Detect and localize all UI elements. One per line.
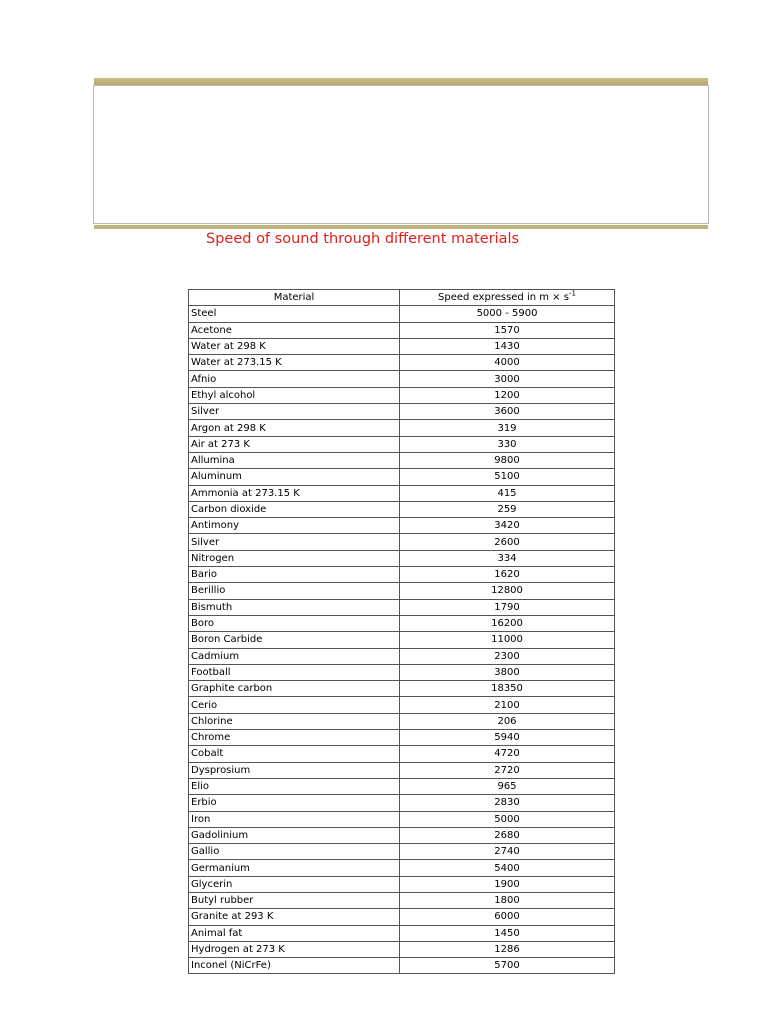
speed-cell: 965	[400, 778, 615, 794]
table-row	[189, 387, 615, 403]
material-cell: Water at 273.15 K	[189, 355, 400, 371]
speed-cell: 1620	[400, 567, 615, 583]
speed-cell: 2600	[400, 534, 615, 550]
speed-cell: 2830	[400, 795, 615, 811]
material-cell: Hydrogen at 273 K	[189, 941, 400, 957]
speed-cell: 1450	[400, 925, 615, 941]
header-speed	[400, 290, 615, 306]
speed-cell: 12800	[400, 583, 615, 599]
table-row	[189, 746, 615, 762]
speed-cell: 319	[400, 420, 615, 436]
speed-cell: 1570	[400, 322, 615, 338]
speed-cell: 5100	[400, 469, 615, 485]
table-row	[189, 925, 615, 941]
material-cell: Germanium	[189, 860, 400, 876]
material-cell: Boro	[189, 615, 400, 631]
table-row	[189, 338, 615, 354]
speed-cell: 16200	[400, 615, 615, 631]
material-cell: Erbio	[189, 795, 400, 811]
table-row	[189, 322, 615, 338]
table-row	[189, 892, 615, 908]
material-cell: Gallio	[189, 844, 400, 860]
speed-cell: 5400	[400, 860, 615, 876]
speed-cell: 1200	[400, 387, 615, 403]
speed-cell: 3800	[400, 664, 615, 680]
header-material: Material	[189, 290, 400, 306]
speed-cell: 11000	[400, 632, 615, 648]
speed-cell: 1430	[400, 338, 615, 354]
table-row	[189, 550, 615, 566]
material-cell: Inconel (NiCrFe)	[189, 958, 400, 974]
speed-table	[188, 289, 615, 974]
table-row	[189, 681, 615, 697]
material-cell: Silver	[189, 534, 400, 550]
table-row	[189, 795, 615, 811]
speed-cell: 2100	[400, 697, 615, 713]
table-row	[189, 632, 615, 648]
table-row	[189, 909, 615, 925]
material-cell: Ammonia at 273.15 K	[189, 485, 400, 501]
speed-cell: 4000	[400, 355, 615, 371]
material-cell: Animal fat	[189, 925, 400, 941]
material-cell: Argon at 298 K	[189, 420, 400, 436]
speed-cell: 2300	[400, 648, 615, 664]
table-row	[189, 583, 615, 599]
material-cell: Chrome	[189, 730, 400, 746]
speed-cell: 2740	[400, 844, 615, 860]
table-body	[189, 306, 615, 974]
speed-cell: 330	[400, 436, 615, 452]
table-row	[189, 371, 615, 387]
speed-cell: 9800	[400, 452, 615, 468]
table-row	[189, 827, 615, 843]
speed-cell: 3420	[400, 518, 615, 534]
material-cell: Air at 273 K	[189, 436, 400, 452]
table-row	[189, 469, 615, 485]
speed-cell: 1800	[400, 892, 615, 908]
material-cell: Glycerin	[189, 876, 400, 892]
speed-cell: 3000	[400, 371, 615, 387]
speed-cell: 2680	[400, 827, 615, 843]
table-row	[189, 452, 615, 468]
material-cell: Gadolinium	[189, 827, 400, 843]
speed-cell: 259	[400, 501, 615, 517]
speed-cell: 6000	[400, 909, 615, 925]
speed-cell: 18350	[400, 681, 615, 697]
material-cell: Nitrogen	[189, 550, 400, 566]
table-row	[189, 762, 615, 778]
material-cell: Cobalt	[189, 746, 400, 762]
speed-cell: 1900	[400, 876, 615, 892]
table-row	[189, 404, 615, 420]
table-row	[189, 811, 615, 827]
table-row	[189, 844, 615, 860]
table-header-row	[189, 290, 615, 306]
header-speed-exponent: -1	[568, 289, 576, 298]
table-row	[189, 567, 615, 583]
table-row	[189, 664, 615, 680]
table-row	[189, 306, 615, 322]
table-row	[189, 599, 615, 615]
material-cell: Boron Carbide	[189, 632, 400, 648]
table-row	[189, 958, 615, 974]
table-row	[189, 778, 615, 794]
speed-cell: 415	[400, 485, 615, 501]
table-row	[189, 534, 615, 550]
speed-cell: 5700	[400, 958, 615, 974]
material-cell: Ethyl alcohol	[189, 387, 400, 403]
table-row	[189, 697, 615, 713]
material-cell: Allumina	[189, 452, 400, 468]
table-row	[189, 713, 615, 729]
material-cell: Iron	[189, 811, 400, 827]
speed-cell: 1286	[400, 941, 615, 957]
material-cell: Graphite carbon	[189, 681, 400, 697]
material-cell: Afnio	[189, 371, 400, 387]
speed-cell: 334	[400, 550, 615, 566]
material-cell: Antimony	[189, 518, 400, 534]
material-cell: Berillio	[189, 583, 400, 599]
material-cell: Steel	[189, 306, 400, 322]
material-cell: Carbon dioxide	[189, 501, 400, 517]
material-cell: Cerio	[189, 697, 400, 713]
table-row	[189, 860, 615, 876]
material-cell: Cadmium	[189, 648, 400, 664]
material-cell: Acetone	[189, 322, 400, 338]
speed-cell: 5000	[400, 811, 615, 827]
table-row	[189, 485, 615, 501]
speed-cell: 2720	[400, 762, 615, 778]
material-cell: Dysprosium	[189, 762, 400, 778]
header-top-rule	[94, 78, 708, 85]
header-box	[93, 85, 709, 224]
speed-cell: 5940	[400, 730, 615, 746]
speed-cell: 1790	[400, 599, 615, 615]
material-cell: Bismuth	[189, 599, 400, 615]
material-cell: Bario	[189, 567, 400, 583]
material-cell: Elio	[189, 778, 400, 794]
table-row	[189, 436, 615, 452]
table-row	[189, 355, 615, 371]
material-cell: Chlorine	[189, 713, 400, 729]
table-row	[189, 876, 615, 892]
material-cell: Aluminum	[189, 469, 400, 485]
table-row	[189, 518, 615, 534]
page-title: Speed of sound through different materials	[206, 231, 520, 247]
table-row	[189, 420, 615, 436]
table-row	[189, 941, 615, 957]
material-cell: Butyl rubber	[189, 892, 400, 908]
speed-cell: 5000 - 5900	[400, 306, 615, 322]
material-cell: Water at 298 K	[189, 338, 400, 354]
material-cell: Granite at 293 K	[189, 909, 400, 925]
speed-cell: 3600	[400, 404, 615, 420]
header-bottom-rule	[94, 225, 708, 229]
table-row	[189, 648, 615, 664]
material-cell: Football	[189, 664, 400, 680]
header-speed-label: Speed expressed in m × s	[438, 292, 569, 304]
table-row	[189, 615, 615, 631]
speed-cell: 4720	[400, 746, 615, 762]
speed-cell: 206	[400, 713, 615, 729]
material-cell: Silver	[189, 404, 400, 420]
table-row	[189, 501, 615, 517]
table-row	[189, 730, 615, 746]
